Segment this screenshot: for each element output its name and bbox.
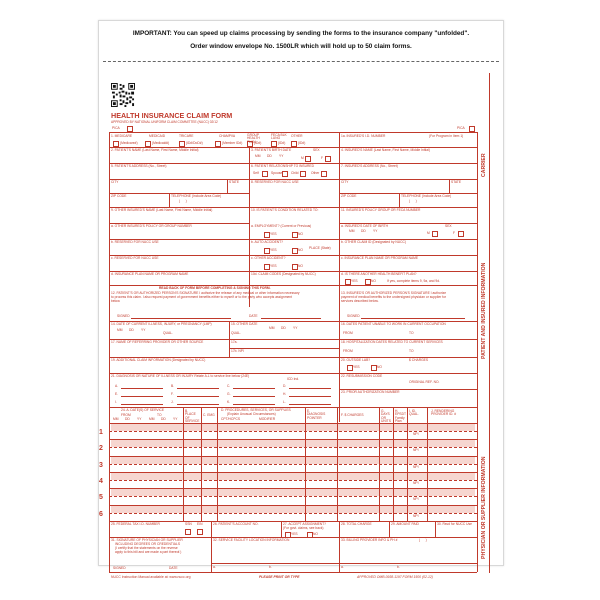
rule [261,318,321,319]
item-24b-label: B. PLACE OF SERVICE [185,409,200,423]
medicare-id-label: (Medicare#) [120,141,138,145]
other-rel-label: Other [311,171,320,175]
rule [449,179,450,193]
service-line-number: 1 [99,429,103,437]
spouse-label: Spouse [271,171,283,175]
rule [427,407,428,521]
item-1a-label: 1a. INSURED'S I.D. NUMBER [341,134,386,138]
item-2-label: 2. PATIENT'S NAME (Last Name, First Name, Middle Initial) [111,148,199,152]
rule [177,396,219,397]
champva-id-label: (Member ID#) [222,141,243,145]
dd-label: DD [267,154,272,158]
rule [109,255,477,256]
diag-h: H. [283,392,287,396]
diag-c: C. [227,384,231,388]
item-16-label: 16. DATES PATIENT UNABLE TO WORK IN CURRENT OCCUPATION [341,322,446,326]
perforation-line [103,61,499,62]
rule [109,132,477,133]
rule [169,193,170,207]
item-12-date: DATE [249,314,258,318]
item-13-line-3: services described below. [341,299,379,303]
diag-f: F. [171,392,174,396]
rule [109,513,477,514]
employment-no-label: NO [298,232,303,236]
item-24a-mm2: MM [149,417,155,421]
item-9c-label: c. RESERVED FOR NUCC USE [111,256,159,260]
item-9a-label: a. OTHER INSURED'S POLICY OR GROUP NUMBER [111,224,192,228]
item-11a-mm: MM [349,229,355,233]
rule [109,407,477,408]
rule [435,521,436,537]
item-18-from: FROM [343,349,353,353]
item-8-label: 8. RESERVED FOR NUCC USE [251,180,299,184]
other-plan-yes-label: YES [351,279,358,283]
item-27-note: (For govt. claims, see back) [283,526,324,530]
service-line-npi-label: NPI [413,464,419,469]
service-line-number: 3 [99,461,103,469]
item-32a-label: a. [213,565,216,569]
item-30-label: 30. Rsvd for NUCC Use [437,522,472,526]
rule [233,388,275,389]
group-label: GROUP HEALTH PLAN [247,133,260,144]
pica-left: PICA [112,126,120,130]
diag-i: I. [115,400,117,404]
rule [109,431,477,432]
item-11a-sex-label: SEX [445,224,452,228]
item-28-label: 28. TOTAL CHARGE [341,522,372,526]
sex-f-checkbox[interactable] [325,156,331,162]
side-label-physician: PHYSICIAN OR SUPPLIER INFORMATION [481,456,487,559]
diag-d: D. [283,384,287,388]
item-25-label: 25. FEDERAL TAX I.D. NUMBER [111,522,160,526]
item-24a-from: FROM [121,413,131,417]
item-10d-label: 10d. CLAIM CODES (Designated by NUCC) [251,272,316,276]
yy-label: YY [279,154,284,158]
item-24a-label: 24. A. DATE(S) OF SERVICE [121,408,165,412]
service-line-number: 6 [99,510,103,518]
other-plan-no-label: NO [371,279,376,283]
service-line-shaded-row [111,440,475,447]
item-14-qual: QUAL. [163,331,173,335]
item-11b-label: b. OTHER CLAIM ID (Designated by NUCC) [341,240,407,244]
footer-manual: NUCC Instruction Manual available at: www.nucc.org [111,575,191,579]
auto-no-label: NO [298,248,303,252]
item-15-mm: MM [269,326,275,330]
item-17a-label: 17a. [231,340,238,344]
rule [211,563,339,564]
rule [121,396,163,397]
item-32-label: 32. SERVICE FACILITY LOCATION INFORMATION [213,538,290,542]
item-10-label: 10. IS PATIENT'S CONDITION RELATED TO: [251,208,319,212]
item-24e-label: E. DIAGNOSIS POINTER [307,409,326,420]
item-18-label: 18. HOSPITALIZATION DATES RELATED TO CURRENT SERVICES [341,340,443,344]
rule [399,193,400,207]
rule [339,563,477,564]
insured-zip-label: ZIP CODE [341,194,357,198]
item-24h-label: H. EPSDT Family Plan [395,409,406,423]
item-9d-label: d. INSURANCE PLAN NAME OR PROGRAM NAME [111,272,189,276]
auto-yes-label: YES [270,248,277,252]
item-11a-label: a. INSURED'S DATE OF BIRTH [341,224,389,228]
item-31-date: DATE [169,566,178,570]
service-line-npi-label: NPI [413,432,419,437]
rule [211,537,212,572]
medicaid-label: MEDICAID [149,134,166,138]
ssn-label: SSN [185,522,192,526]
feca-label: FECA BLK LUNG [271,133,287,141]
item-14-dd: DD [129,328,134,332]
service-line-number: 2 [99,445,103,453]
insured-city-label: CITY [341,180,349,184]
place-state-label: PLACE (State) [309,246,331,250]
diag-g: G. [227,392,231,396]
item-11a-f-checkbox[interactable] [458,231,464,237]
service-line-npi-label: NPI [413,497,419,502]
telephone-label: TELEPHONE (Include Area Code) [171,194,222,198]
item-12-line-3: below. [111,299,121,303]
rule [109,496,477,497]
item-24g-label: G. DAYS OR UNITS [381,409,391,423]
rule [121,388,163,389]
item-12-signed: SIGNED [117,314,130,318]
rule [289,388,331,389]
item-24d-note: (Explain Unusual Circumstances) [227,412,276,416]
diag-l: L. [283,400,286,404]
item-20-charges: $ CHARGES [409,358,429,362]
rule [211,521,212,537]
rule [489,73,490,573]
insured-phone-parens: ( ) [409,199,417,203]
diag-k: K. [227,400,231,404]
child-checkbox[interactable] [300,171,306,177]
ein-label: EIN [197,522,203,526]
item-10c-label: c. OTHER ACCIDENT? [251,256,286,260]
item-6-label: 6. PATIENT RELATIONSHIP TO INSURED [251,164,314,168]
item-24a-dd2: DD [161,417,166,421]
other-accident-yes-label: YES [270,264,277,268]
rule [281,521,282,537]
employment-yes-label: YES [270,232,277,236]
item-24j-label: J. RENDERING PROVIDER ID. # [431,409,457,417]
item-24a-mm: MM [113,417,119,421]
sex-m-label: M [301,156,304,160]
medicaid-id-label: (Medicaid#) [152,141,170,145]
mm-label: MM [255,154,261,158]
service-line-npi-label: NPI [413,481,419,486]
item-17b-label: 17b. NPI [231,349,244,353]
rule [177,388,219,389]
item-14-label: 14. DATE OF CURRENT ILLNESS, INJURY, or PREGNANCY (LMP) [111,322,212,326]
item-10b-label: b. AUTO ACCIDENT? [251,240,284,244]
item-11-label: 11. INSURED'S POLICY GROUP OR FECA NUMBER [341,208,421,212]
item-15-yy: YY [293,326,298,330]
sex-m-checkbox[interactable] [305,156,311,162]
insured-telephone-label: TELEPHONE (Include Area Code) [401,194,452,198]
item-3-label: 3. PATIENT'S BIRTH DATE [251,148,292,152]
city-label: CITY [111,180,119,184]
rule [337,407,338,521]
spouse-checkbox[interactable] [282,171,288,177]
service-line-number: 4 [99,478,103,486]
service-line-npi-label: NPI [413,448,419,453]
item-31-line-1: 31. SIGNATURE OF PHYSICIAN OR SUPPLIER [111,538,183,542]
item-16-to: TO [409,331,414,335]
service-line-shaded-row [111,457,475,464]
accept-yes-label: YES [291,532,298,536]
item-13-line-1: 13. INSURED'S OR AUTHORIZED PERSON'S SIGNATURE I authorize [341,291,447,295]
item-12-line-2: to process this claim. I also request payment of government benefits either to myself or to the party who accepts assignment [111,295,293,299]
rule [109,239,477,240]
notice-line-1: IMPORTANT: You can speed up claims processing by sending the forms to the insurance company "unfolded". [132,30,470,37]
item-11c-label: c. INSURANCE PLAN NAME OR PROGRAM NAME [341,256,419,260]
item-24a-yy2: YY [173,417,178,421]
service-line-shaded-row [111,473,475,480]
item-33a-label: a. [341,565,344,569]
item-24i-label: I. ID. QUAL. [409,409,419,417]
item-15-qual: QUAL. [231,331,241,335]
rule [477,132,478,572]
feca-id-label: (ID#) [278,141,286,145]
outside-lab-yes-label: YES [353,365,360,369]
item-9b-label: b. RESERVED FOR NUCC USE [111,240,159,244]
item-19-label: 19. ADDITIONAL CLAIM INFORMATION (Designated by NUCC) [111,358,206,362]
tricare-label: TRICARE [179,134,194,138]
item-9-label: 9. OTHER INSURED'S NAME (Last Name, First Name, Middle Initial) [111,208,213,212]
self-checkbox[interactable] [262,171,268,177]
item-1a-note: (For Program in Item 1) [429,134,464,138]
item-32b-label: b. [269,565,272,569]
item-31-line-2: INCLUDING DEGREES OR CREDENTIALS [115,542,181,546]
item-23-label: 23. PRIOR AUTHORIZATION NUMBER [341,390,400,394]
service-line-shaded-row [111,424,475,431]
item-31-line-3: (I certify that the statements on the reverse [115,546,178,550]
other-label: OTHER [291,134,303,138]
cms-1500-form [99,69,487,579]
service-line-shaded-row [111,506,475,513]
ssn-checkbox[interactable] [185,529,191,535]
diag-e: E. [115,392,119,396]
phone-parens: ( ) [179,199,187,203]
accept-no-label: NO [313,532,318,536]
item-27-label: 27. ACCEPT ASSIGNMENT? [283,522,326,526]
zip-label: ZIP CODE [111,194,127,198]
item-11d-note: If yes, complete items 9, 9a, and 9d. [387,279,440,283]
service-line-number: 5 [99,494,103,502]
rule [131,318,231,319]
rule [407,407,408,521]
pica-right: PICA [457,126,465,130]
item-22-label: 22. RESUBMISSION CODE [341,374,383,378]
item-17-label: 17. NAME OF REFERRING PROVIDER OR OTHER SOURCE [111,340,204,344]
item-11a-yy: YY [373,229,378,233]
champva-label: CHAMPVA [219,134,236,138]
diag-b: B. [171,384,175,388]
item-33-parens: ( ) [419,538,427,542]
self-label: Self [253,171,259,175]
item-5-label: 5. PATIENT'S ADDRESS (No., Street) [111,164,167,168]
rule [177,404,219,405]
other-accident-no-label: NO [298,264,303,268]
rule [229,321,230,339]
rule [361,318,465,319]
rule [249,147,250,207]
child-label: Child [291,171,299,175]
group-id-label: (ID#) [254,141,262,145]
item-11a-m: M [427,231,430,235]
claim-form-sheet [98,20,504,579]
side-label-patient: PATIENT AND INSURED INFORMATION [481,262,487,359]
item-16-from: FROM [343,331,353,335]
item-12-line-1: 12. PATIENT'S OR AUTHORIZED PERSON'S SIGNATURE I authorize the release of any medical or other information necessary [111,291,300,295]
rule [233,404,275,405]
rule [183,407,184,521]
item-26-label: 26. PATIENT'S ACCOUNT NO. [213,522,259,526]
ein-checkbox[interactable] [197,529,203,535]
other-rel-checkbox[interactable] [321,171,327,177]
other-id-label: (ID#) [298,141,306,145]
tricare-id-label: (ID#/DoD#) [186,141,203,145]
item-11a-f: F [453,231,456,235]
item-15-dd: DD [281,326,286,330]
outside-lab-no-label: NO [377,365,382,369]
rule [227,179,228,193]
item-4-label: 4. INSURED'S NAME (Last Name, First Name, Middle Initial) [341,148,430,152]
rule [121,404,163,405]
item-31-signed: SIGNED [113,566,126,570]
sex-f-label: F [321,156,324,160]
footer-print: PLEASE PRINT OR TYPE [259,575,300,579]
item-1-label: 1. MEDICARE [111,134,133,138]
item-15-label: 15. OTHER DATE [231,322,258,326]
approved-by: APPROVED BY NATIONAL UNIFORM CLAIM COMMITTEE (NUCC) 02/12 [111,120,218,124]
item-20-label: 20. OUTSIDE LAB? [341,358,371,362]
item-13-signed: SIGNED [347,314,360,318]
item-24f-label: F. $ CHARGES [341,413,364,417]
item-24d-label: D. PROCEDURES, SERVICES, OR SUPPLIES [221,408,291,412]
rule [379,407,380,521]
item-24a-yy: YY [137,417,142,421]
diag-a: A. [115,384,119,388]
sex-label: SEX [313,148,320,152]
item-24a-to: TO [157,413,162,417]
item-29-label: 29. AMOUNT PAID [391,522,419,526]
service-line-shaded-row [111,489,475,496]
rule [217,407,218,521]
rule [339,521,340,537]
rule [109,572,477,573]
item-31-line-4: apply to this bill and are made a part thereof.) [115,550,182,554]
rule [201,407,202,521]
item-21-label: 21. DIAGNOSIS OR NATURE OF ILLNESS OR INJURY Relate A-L to service line below (24E) [111,374,250,378]
rule [339,537,340,572]
diag-j: J. [171,400,174,404]
footer-approved: APPROVED OMB-0938-1197 FORM 1500 (02-12) [357,575,433,579]
modifier-label: MODIFIER [259,417,276,421]
rule [229,348,339,349]
side-label-carrier: CARRIER [481,153,487,177]
rule [339,132,340,422]
item-11a-dd: DD [361,229,366,233]
item-13-line-2: payment of medical benefits to the undersigned physician or supplier for [341,295,447,299]
service-line-npi-label: NPI [413,513,419,518]
item-18-to: TO [409,349,414,353]
rule [289,404,331,405]
icd-ind-label: ICD Ind. [287,377,300,381]
rule [389,521,390,537]
rule [109,480,477,481]
item-11d-label: d. IS THERE ANOTHER HEALTH BENEFIT PLAN? [341,272,417,276]
qr-code-icon [111,83,135,107]
item-14-mm: MM [117,328,123,332]
rule [109,447,477,448]
item-14-yy: YY [141,328,146,332]
cpt-label: CPT/HCPCS [221,417,241,421]
form-title: HEALTH INSURANCE CLAIM FORM [111,111,233,120]
item-11a-m-checkbox[interactable] [432,231,438,237]
item-33b-label: b. [397,565,400,569]
item-24a-dd: DD [125,417,130,421]
item-24c-label: C. EMG [203,413,215,417]
notice-line-2: Order window envelope No. 1500LR which will hold up to 50 claim forms. [190,43,412,50]
item-7-label: 7. INSURED'S ADDRESS (No., Street) [341,164,398,168]
item-10a-label: a. EMPLOYMENT? (Current or Previous) [251,224,312,228]
rule [393,407,394,521]
rule [109,132,110,572]
insured-state-label: STATE [451,180,462,184]
item-33-label: 33. BILLING PROVIDER INFO & PH # [341,538,398,542]
orig-ref-label: ORIGINAL REF. NO. [409,380,440,384]
rule [233,396,275,397]
rule [289,396,331,397]
state-label: STATE [229,180,240,184]
rule [109,464,477,465]
read-back-note: READ BACK OF FORM BEFORE COMPLETING & SIGNING THIS FORM. [159,286,271,290]
rule [305,407,306,521]
